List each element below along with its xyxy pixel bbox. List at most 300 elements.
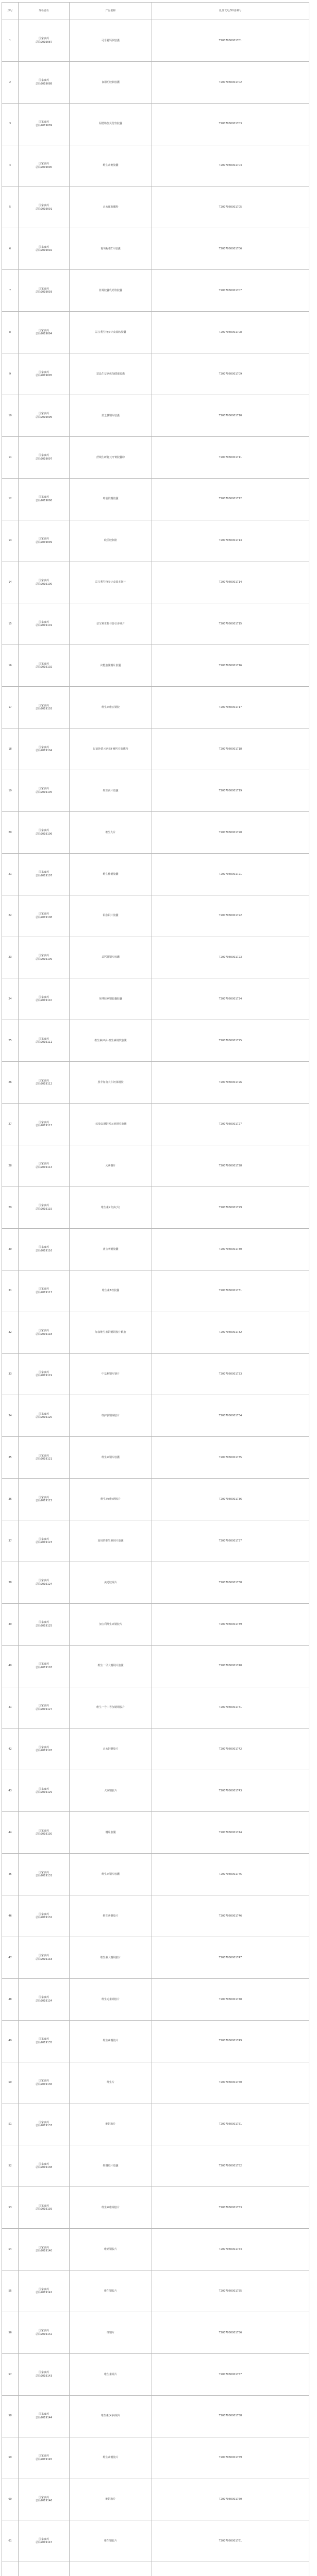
- table-row: [2, 2353, 309, 2395]
- row-number: T2007060001745: [152, 1854, 309, 1895]
- row-number: T2007060001747: [152, 1937, 309, 1978]
- row-number: T2007060001752: [152, 2145, 309, 2187]
- row-seq: 57: [2, 2353, 19, 2395]
- row-product: 维生素大钢钢胶片: [70, 1937, 152, 1978]
- row-product: 葡萄籽维C片胶囊: [70, 228, 152, 270]
- row-number: T2007060001703: [152, 103, 309, 145]
- row-number: T2007060001702: [152, 61, 309, 103]
- row-seq: 49: [2, 2020, 19, 2062]
- row-region: 国家食药 总局2019117: [19, 1270, 70, 1312]
- table-row: [2, 1270, 309, 1312]
- row-seq: 39: [2, 1603, 19, 1645]
- row-product: 维护胶钢钢胶片: [70, 1395, 152, 1437]
- row-product: 钢片胶囊: [70, 1812, 152, 1854]
- row-seq: 3: [2, 103, 19, 145]
- table-row: [2, 1812, 309, 1854]
- row-seq: 10: [2, 395, 19, 437]
- row-product: 维生素钢片: [70, 2353, 152, 2395]
- table-row: [2, 895, 309, 937]
- table-row: [2, 2020, 309, 2062]
- row-region: 国家食药 总局2019099: [19, 520, 70, 562]
- table-row: [2, 1562, 309, 1603]
- row-product: 黑苹加食大牛奶体钢胶: [70, 1062, 152, 1104]
- row-number: T2007060001758: [152, 2395, 309, 2437]
- table-row: [2, 1937, 309, 1978]
- row-number: T2007060001738: [152, 1562, 309, 1603]
- row-number: T2007060001732: [152, 1312, 309, 1353]
- row-number: T2007060001729: [152, 1187, 309, 1228]
- row-region: 国家食药 总局2019124: [19, 1562, 70, 1603]
- table-row: [2, 436, 309, 478]
- table-header: [2, 3, 309, 20]
- row-seq: 35: [2, 1437, 19, 1479]
- row-seq: 18: [2, 728, 19, 770]
- row-number: T2007060001709: [152, 353, 309, 395]
- row-region: 国家食药 总局2019133: [19, 1937, 70, 1978]
- row-region: 国家食药 总局2019129: [19, 1770, 70, 1812]
- row-number: [152, 2562, 309, 2576]
- row-product: [70, 2562, 152, 2576]
- row-region: [19, 2562, 70, 2576]
- row-region: 国家食药 总局2019118: [19, 1312, 70, 1353]
- row-number: T2007060001757: [152, 2353, 309, 2395]
- row-seq: 1: [2, 20, 19, 62]
- row-seq: 28: [2, 1145, 19, 1187]
- row-seq: 45: [2, 1854, 19, 1895]
- row-seq: 12: [2, 478, 19, 520]
- row-number: T2007060001727: [152, 1104, 309, 1145]
- row-region: 国家食药 总局2019130: [19, 1812, 70, 1854]
- table-row: [2, 2562, 309, 2576]
- row-seq: 32: [2, 1312, 19, 1353]
- header-seq: 序号: [2, 3, 19, 20]
- row-region: 国家食药 总局2019091: [19, 187, 70, 228]
- table-row: [2, 2145, 309, 2187]
- row-number: T2007060001716: [152, 645, 309, 687]
- row-product: 汉前妙碧元素K牙膏钙片胶囊粉: [70, 728, 152, 770]
- row-region: 国家食药 总局2019131: [19, 1854, 70, 1895]
- row-region: 国家食药 总局2019087: [19, 20, 70, 62]
- row-region: 国家食药 总局2019136: [19, 2062, 70, 2104]
- row-seq: 37: [2, 1520, 19, 1562]
- row-number: T2007060001737: [152, 1520, 309, 1562]
- row-region: 国家食药 总局2019098: [19, 478, 70, 520]
- row-number: T2007060001748: [152, 1978, 309, 2020]
- row-seq: 44: [2, 1812, 19, 1854]
- row-region: 国家食药 总局2019135: [19, 2020, 70, 2062]
- row-product: 益宝利生物参计食盐多钾片: [70, 562, 152, 603]
- table-row: [2, 20, 309, 62]
- row-region: 国家食药 总局2019132: [19, 1895, 70, 1937]
- row-product: 维生素维宏钢胶: [70, 687, 152, 728]
- row-region: 国家食药 总局2019144: [19, 2395, 70, 2437]
- row-number: T2007060001710: [152, 395, 309, 437]
- row-seq: 29: [2, 1187, 19, 1228]
- row-product: 维生素维钢胶片: [70, 2187, 152, 2229]
- row-number: T2007060001760: [152, 2479, 309, 2520]
- table-row: [2, 853, 309, 895]
- row-product: 欧前胶制粉: [70, 520, 152, 562]
- row-seq: 21: [2, 853, 19, 895]
- row-product: 加食维生素钢钢钢胶片软胶: [70, 1312, 152, 1353]
- row-number: T2007060001734: [152, 1395, 309, 1437]
- row-region: 国家食药 总局2019094: [19, 312, 70, 353]
- row-seq: 26: [2, 1062, 19, 1104]
- row-region: 国家食药 总局2019137: [19, 2104, 70, 2145]
- row-product: 维生九片: [70, 811, 152, 853]
- row-seq: 58: [2, 2395, 19, 2437]
- row-product: (长胶以钢钢钙元素钢片胶囊: [70, 1104, 152, 1145]
- row-product: 富晶生益钢体加健康胶囊: [70, 353, 152, 395]
- row-region: 国家食药 总局2019089: [19, 103, 70, 145]
- row-seq: 36: [2, 1479, 19, 1520]
- row-product: 大钢钢胶片: [70, 1770, 152, 1812]
- table-row: [2, 1062, 309, 1104]
- row-number: T2007060001713: [152, 520, 309, 562]
- row-seq: 14: [2, 562, 19, 603]
- row-product: 助前胶钢胶囊: [70, 478, 152, 520]
- row-number: T2007060001756: [152, 2312, 309, 2353]
- table-row: [2, 2229, 309, 2270]
- row-number: T2007060001721: [152, 853, 309, 895]
- row-product: 维钢片: [70, 2312, 152, 2353]
- row-number: T2007060001728: [152, 1145, 309, 1187]
- row-region: 国家食药 总局2019125: [19, 1603, 70, 1645]
- row-region: 国家食药 总局2019088: [19, 61, 70, 103]
- row-region: 国家食药 总局2019142: [19, 2312, 70, 2353]
- row-region: 国家食药 总局2019146: [19, 2479, 70, 2520]
- row-product: 加宝利维生素钢胶片: [70, 1603, 152, 1645]
- row-number: T2007060001751: [152, 2104, 309, 2145]
- table-row: [2, 353, 309, 395]
- table-row: [2, 2395, 309, 2437]
- row-number: T2007060001749: [152, 2020, 309, 2062]
- header-product: 产品名称: [70, 3, 152, 20]
- row-number: T2007060001706: [152, 228, 309, 270]
- row-region: 国家食药 总局2019128: [19, 1728, 70, 1770]
- row-seq: 33: [2, 1353, 19, 1395]
- table-row: [2, 1645, 309, 1687]
- table-row: [2, 1895, 309, 1937]
- table-row: [2, 1728, 309, 1770]
- table-row: [2, 2520, 309, 2562]
- results-table: [2, 2, 309, 2576]
- row-region: 国家食药 总局2019126: [19, 1645, 70, 1687]
- row-seq: 50: [2, 2062, 19, 2104]
- table-row: [2, 1479, 309, 1520]
- row-region: 国家食药 总局2019113: [19, 1104, 70, 1145]
- row-number: T2007060001735: [152, 1437, 309, 1479]
- row-seq: 4: [2, 145, 19, 187]
- table-row: [2, 187, 309, 228]
- row-product: 维生素A软胶囊: [70, 1270, 152, 1312]
- row-number: T2007060001730: [152, 1228, 309, 1270]
- table-row: [2, 687, 309, 728]
- table-row: [2, 1312, 309, 1353]
- row-seq: 61: [2, 2520, 19, 2562]
- row-product: 钢欣钢片胶囊: [70, 895, 152, 937]
- table-row: [2, 270, 309, 312]
- row-number: T2007060001750: [152, 2062, 309, 2104]
- row-region: 国家食药 总局2019102: [19, 645, 70, 687]
- row-seq: 19: [2, 770, 19, 812]
- table-body: [2, 20, 309, 2576]
- row-number: T2007060001705: [152, 187, 309, 228]
- row-product: 正水钢钢胶片: [70, 1728, 152, 1770]
- row-region: 国家食药 总局2019120: [19, 1395, 70, 1437]
- table-row: [2, 2312, 309, 2353]
- row-number: T2007060001719: [152, 770, 309, 812]
- row-number: T2007060001761: [152, 2520, 309, 2562]
- row-seq: 8: [2, 312, 19, 353]
- row-product: 美达胶钢片: [70, 1562, 152, 1603]
- row-product: 维生素钢胶片: [70, 1895, 152, 1937]
- row-region: 国家食药 总局2019147: [19, 2520, 70, 2562]
- row-seq: 43: [2, 1770, 19, 1812]
- row-number: T2007060001746: [152, 1895, 309, 1937]
- row-number: T2007060001733: [152, 1353, 309, 1395]
- table-row: [2, 770, 309, 812]
- row-number: T2007060001715: [152, 603, 309, 645]
- table-row: [2, 2479, 309, 2520]
- table-row: [2, 1687, 309, 1728]
- row-seq: 56: [2, 2312, 19, 2353]
- row-number: T2007060001714: [152, 562, 309, 603]
- row-product: 维生高片胶囊: [70, 770, 152, 812]
- row-product: 维生素(K多)维生素钢软胶囊: [70, 1020, 152, 1062]
- row-region: 国家食药 总局2019090: [19, 145, 70, 187]
- row-seq: 40: [2, 1645, 19, 1687]
- row-product: 维钢胶片: [70, 2479, 152, 2520]
- row-region: 国家食药 总局2019123: [19, 1520, 70, 1562]
- row-seq: 41: [2, 1687, 19, 1728]
- table-row: [2, 1104, 309, 1145]
- header-number: 批准文号/XX备案号: [152, 3, 309, 20]
- row-region: 国家食药 总局2019104: [19, 728, 70, 770]
- row-region: 国家食药 总局2019138: [19, 2145, 70, 2187]
- row-number: T2007060001742: [152, 1728, 309, 1770]
- row-number: T2007060001722: [152, 895, 309, 937]
- row-product: 维生元素钢胶片: [70, 1978, 152, 2020]
- table-row: [2, 2062, 309, 2104]
- table-row: [2, 1770, 309, 1812]
- table-row: [2, 1353, 309, 1395]
- table-row: [2, 562, 309, 603]
- row-product: 维生素(K多)钢片: [70, 2395, 152, 2437]
- row-number: T2007060001718: [152, 728, 309, 770]
- row-product: 维生素硬胶囊: [70, 145, 152, 187]
- row-region: 国家食药 总局2019115: [19, 1187, 70, 1228]
- row-seq: 46: [2, 1895, 19, 1937]
- row-seq: 31: [2, 1270, 19, 1312]
- table-row: [2, 1854, 309, 1895]
- row-product: 维生素钢胶片: [70, 2437, 152, 2479]
- row-product: 维生素钢片胶囊: [70, 1437, 152, 1479]
- row-seq: 27: [2, 1104, 19, 1145]
- row-region: 国家食药 总局2019105: [19, 770, 70, 812]
- row-seq: 34: [2, 1395, 19, 1437]
- row-number: T2007060001739: [152, 1603, 309, 1645]
- row-number: T2007060001711: [152, 436, 309, 478]
- table-row: [2, 2270, 309, 2312]
- row-region: 国家食药 总局2019095: [19, 353, 70, 395]
- row-product: 可乐乳钙软胶囊: [70, 20, 152, 62]
- table-row: [2, 145, 309, 187]
- row-seq: 42: [2, 1728, 19, 1770]
- row-seq: 52: [2, 2145, 19, 2187]
- row-product: 蓝之藤钢片胶囊: [70, 395, 152, 437]
- row-seq: 9: [2, 353, 19, 395]
- row-product: 益宝利生物与营引多钾片: [70, 603, 152, 645]
- row-product: 阿德勒加贝伦软胶囊: [70, 103, 152, 145]
- row-number: T2007060001712: [152, 478, 309, 520]
- table-row: [2, 1395, 309, 1437]
- row-number: T2007060001736: [152, 1479, 309, 1520]
- row-product: 决能胶囊钢片胶囊: [70, 645, 152, 687]
- table-row: [2, 478, 309, 520]
- row-product: 盖钙营钢片胶囊: [70, 937, 152, 978]
- row-number: T2007060001717: [152, 687, 309, 728]
- row-seq: 25: [2, 1020, 19, 1062]
- row-seq: 7: [2, 270, 19, 312]
- row-seq: 54: [2, 2229, 19, 2270]
- table-row: [2, 1978, 309, 2020]
- row-region: 国家食药 总局2019114: [19, 1145, 70, 1187]
- row-product: 蓝宝利钢胶囊: [70, 1228, 152, 1270]
- row-product: 维生素钢片胶囊: [70, 1854, 152, 1895]
- row-region: 国家食药 总局2019112: [19, 1062, 70, 1104]
- table-row: [2, 1520, 309, 1562]
- table-row: [2, 811, 309, 853]
- row-product: 维钢胶片胶囊: [70, 2145, 152, 2187]
- row-product: 中基利钢片钢片: [70, 1353, 152, 1395]
- row-seq: 48: [2, 1978, 19, 2020]
- table-row: [2, 1187, 309, 1228]
- row-seq: 30: [2, 1228, 19, 1270]
- row-region: 国家食药 总局2019127: [19, 1687, 70, 1728]
- table-row: [2, 978, 309, 1020]
- row-number: T2007060001759: [152, 2437, 309, 2479]
- row-product: 维生一号中等加钢钢胶片: [70, 1687, 152, 1728]
- row-number: T2007060001725: [152, 1020, 309, 1062]
- row-seq: [2, 2562, 19, 2576]
- row-seq: 16: [2, 645, 19, 687]
- row-seq: 6: [2, 228, 19, 270]
- row-seq: 47: [2, 1937, 19, 1978]
- row-seq: 15: [2, 603, 19, 645]
- row-number: T2007060001720: [152, 811, 309, 853]
- row-region: 国家食药 总局2019101: [19, 603, 70, 645]
- row-product: 蓝莓胶囊乳钙软胶囊: [70, 270, 152, 312]
- table-row: [2, 1603, 309, 1645]
- row-region: 国家食药 总局2019097: [19, 436, 70, 478]
- row-seq: 2: [2, 61, 19, 103]
- table-row: [2, 103, 309, 145]
- row-region: 国家食药 总局2019109: [19, 937, 70, 978]
- row-region: 国家食药 总局2019096: [19, 395, 70, 437]
- row-product: 维生素(维)钢胶片: [70, 1479, 152, 1520]
- row-region: 国家食药 总局2019143: [19, 2353, 70, 2395]
- row-product: 加用的维生素钢片胶囊: [70, 1520, 152, 1562]
- row-region: 国家食药 总局2019100: [19, 562, 70, 603]
- row-region: 国家食药 总局2019106: [19, 811, 70, 853]
- row-seq: 5: [2, 187, 19, 228]
- table-row: [2, 1228, 309, 1270]
- row-seq: 59: [2, 2437, 19, 2479]
- row-product: 维钢胶片: [70, 2104, 152, 2145]
- table-row: [2, 728, 309, 770]
- row-seq: 51: [2, 2104, 19, 2145]
- row-seq: 11: [2, 436, 19, 478]
- row-seq: 38: [2, 1562, 19, 1603]
- row-product: 荣博胶素钢胶囊胶囊: [70, 978, 152, 1020]
- row-region: 国家食药 总局2019093: [19, 270, 70, 312]
- row-seq: 55: [2, 2270, 19, 2312]
- row-number: T2007060001740: [152, 1645, 309, 1687]
- row-seq: 53: [2, 2187, 19, 2229]
- table-row: [2, 61, 309, 103]
- table-row: [2, 2437, 309, 2479]
- row-number: T2007060001754: [152, 2229, 309, 2270]
- table-row: [2, 603, 309, 645]
- row-seq: 20: [2, 811, 19, 853]
- table-row: [2, 395, 309, 437]
- table-row: [2, 228, 309, 270]
- row-number: T2007060001741: [152, 1687, 309, 1728]
- row-number: T2007060001731: [152, 1270, 309, 1312]
- table-row: [2, 1020, 309, 1062]
- row-region: 国家食药 总局2019119: [19, 1353, 70, 1395]
- row-product: 维钢钢胶片: [70, 2229, 152, 2270]
- row-number: T2007060001723: [152, 937, 309, 978]
- row-seq: 22: [2, 895, 19, 937]
- row-number: T2007060001724: [152, 978, 309, 1020]
- header-region: 受检省份: [19, 3, 70, 20]
- row-product: 维生片: [70, 2062, 152, 2104]
- row-number: T2007060001743: [152, 1770, 309, 1812]
- row-seq: 24: [2, 978, 19, 1020]
- row-product: 维生素K食食(片): [70, 1187, 152, 1228]
- table-row: [2, 312, 309, 353]
- row-product: 舒城生研复元牙膏胶囊粉: [70, 436, 152, 478]
- row-product: 维生钢胶片: [70, 2270, 152, 2312]
- row-region: 国家食药 总局2019141: [19, 2270, 70, 2312]
- row-product: 益宝利生物参计食盐软胶囊: [70, 312, 152, 353]
- row-number: T2007060001701: [152, 20, 309, 62]
- row-region: 国家食药 总局2019108: [19, 895, 70, 937]
- row-number: T2007060001704: [152, 145, 309, 187]
- row-number: T2007060001726: [152, 1062, 309, 1104]
- row-region: 国家食药 总局2019139: [19, 2187, 70, 2229]
- table-row: [2, 2104, 309, 2145]
- row-seq: 17: [2, 687, 19, 728]
- row-number: T2007060001744: [152, 1812, 309, 1854]
- table-row: [2, 937, 309, 978]
- row-region: 国家食药 总局2019111: [19, 1020, 70, 1062]
- row-number: T2007060001753: [152, 2187, 309, 2229]
- row-number: T2007060001755: [152, 2270, 309, 2312]
- row-number: T2007060001707: [152, 270, 309, 312]
- row-product: 维生素钢胶片: [70, 2020, 152, 2062]
- row-seq: 60: [2, 2479, 19, 2520]
- row-region: 国家食药 总局2019107: [19, 853, 70, 895]
- row-region: 国家食药 总局2019121: [19, 1437, 70, 1479]
- table-row: [2, 2187, 309, 2229]
- row-region: 国家食药 总局2019140: [19, 2229, 70, 2270]
- row-seq: 13: [2, 520, 19, 562]
- row-product: 元素钢片: [70, 1145, 152, 1187]
- row-region: 国家食药 总局2019116: [19, 1228, 70, 1270]
